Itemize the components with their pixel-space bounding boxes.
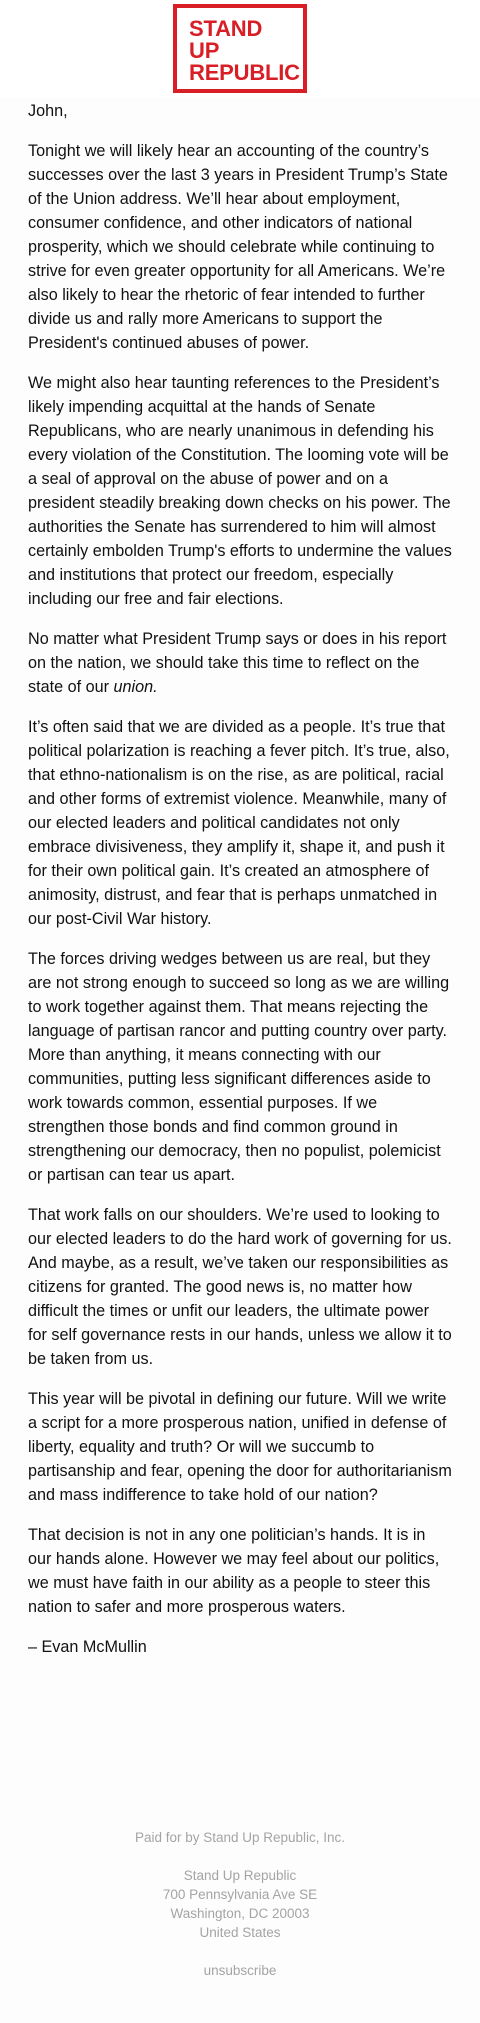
address-city: Washington, DC 20003 [170, 1906, 310, 1921]
paragraph-3-text: No matter what President Trump says or does in his report on the nation, we should take this time to reflect on the state of our [28, 630, 447, 696]
logo-text: STAND UP REPUBLIC [189, 16, 300, 85]
signature: – Evan McMullin [28, 1638, 147, 1656]
paragraph-6: That work falls on our shoulders. We’re used to looking to our elected leaders to do the hard work of governing for us. And maybe, as a result, we’ve taken our responsibilities as citizens for granted. The good news is, no matter how difficult the times or unfit our leaders, the ultimate power for self governance rests in our hands, unless we allow it to be taken from us. [28, 1206, 452, 1368]
address-country: United States [199, 1925, 281, 1940]
paid-for-disclaimer: Paid for by Stand Up Republic, Inc. [134, 1830, 346, 1845]
paragraph-3-emphasis: union. [113, 678, 158, 696]
unsubscribe-link[interactable]: unsubscribe [203, 1963, 277, 1978]
email-body [28, 99, 452, 1675]
stand-up-republic-logo [173, 4, 307, 93]
paragraph-7: This year will be pivotal in defining our future. Will we write a script for a more prosperous nation, unified in defense of liberty, equality and truth? Or will we succumb to partisanship and fear, opening the door for authoritarianism and mass indifference to take hold of our nation? [28, 1390, 452, 1504]
email-footer [0, 1828, 480, 1980]
address-street: 700 Pennsylvania Ave SE [162, 1887, 318, 1902]
mailing-address [0, 1866, 480, 1942]
paragraph-5: The forces driving wedges between us are real, but they are not strong enough to succeed so long as we are willing to work together against them. That means rejecting the language of partisan rancor and putting country over party. More than anything, it means connecting with our communities, putting less significant differences aside to work towards common, essential purposes. If we strengthen those bonds and find common ground in strengthening our democracy, then no populist, polemicist or partisan can tear us apart. [28, 950, 450, 1184]
paragraph-1: Tonight we will likely hear an accounting of the country’s successes over the last 3 years in President Trump’s State of the Union address. We’ll hear about employment, consumer confidence, and other indicators of national prosperity, which we should celebrate while continuing to strive for even greater opportunity for all Americans. We’re also likely to hear the rhetoric of fear intended to further divide us and rally more Americans to support the President's continued abuses of power. [28, 142, 448, 352]
email-header [0, 0, 480, 98]
paragraph-2: We might also hear taunting references to the President’s likely impending acquittal at the hands of Senate Republicans, who are nearly unanimous in defending his every violation of the Constitution. The looming vote will be a seal of approval on the abuse of power and on a president steadily breaking down checks on his power. The authorities the Senate has surrendered to him will almost certainly embolden Trump's efforts to undermine the values and institutions that protect our freedom, especially including our free and fair elections. [28, 374, 452, 608]
paragraph-3 [28, 627, 452, 699]
address-org: Stand Up Republic [183, 1868, 297, 1883]
paragraph-8: That decision is not in any one politician’s hands. It is in our hands alone. However we may feel about our politics, we must have faith in our ability as a people to steer this nation to safer and more prosperous waters. [28, 1526, 440, 1616]
greeting: John, [28, 102, 68, 120]
paragraph-4: It’s often said that we are divided as a people. It’s true that political polarization is reaching a fever pitch. It’s true, also, that ethno-nationalism is on the rise, as are political, racial and other forms of extremist violence. Meanwhile, many of our elected leaders and political candidates not only embrace divisiveness, they amplify it, shape it, and push it for their own political gain. It’s created an atmosphere of animosity, distrust, and fear that is perhaps unmatched in our post-Civil War history. [28, 718, 450, 928]
